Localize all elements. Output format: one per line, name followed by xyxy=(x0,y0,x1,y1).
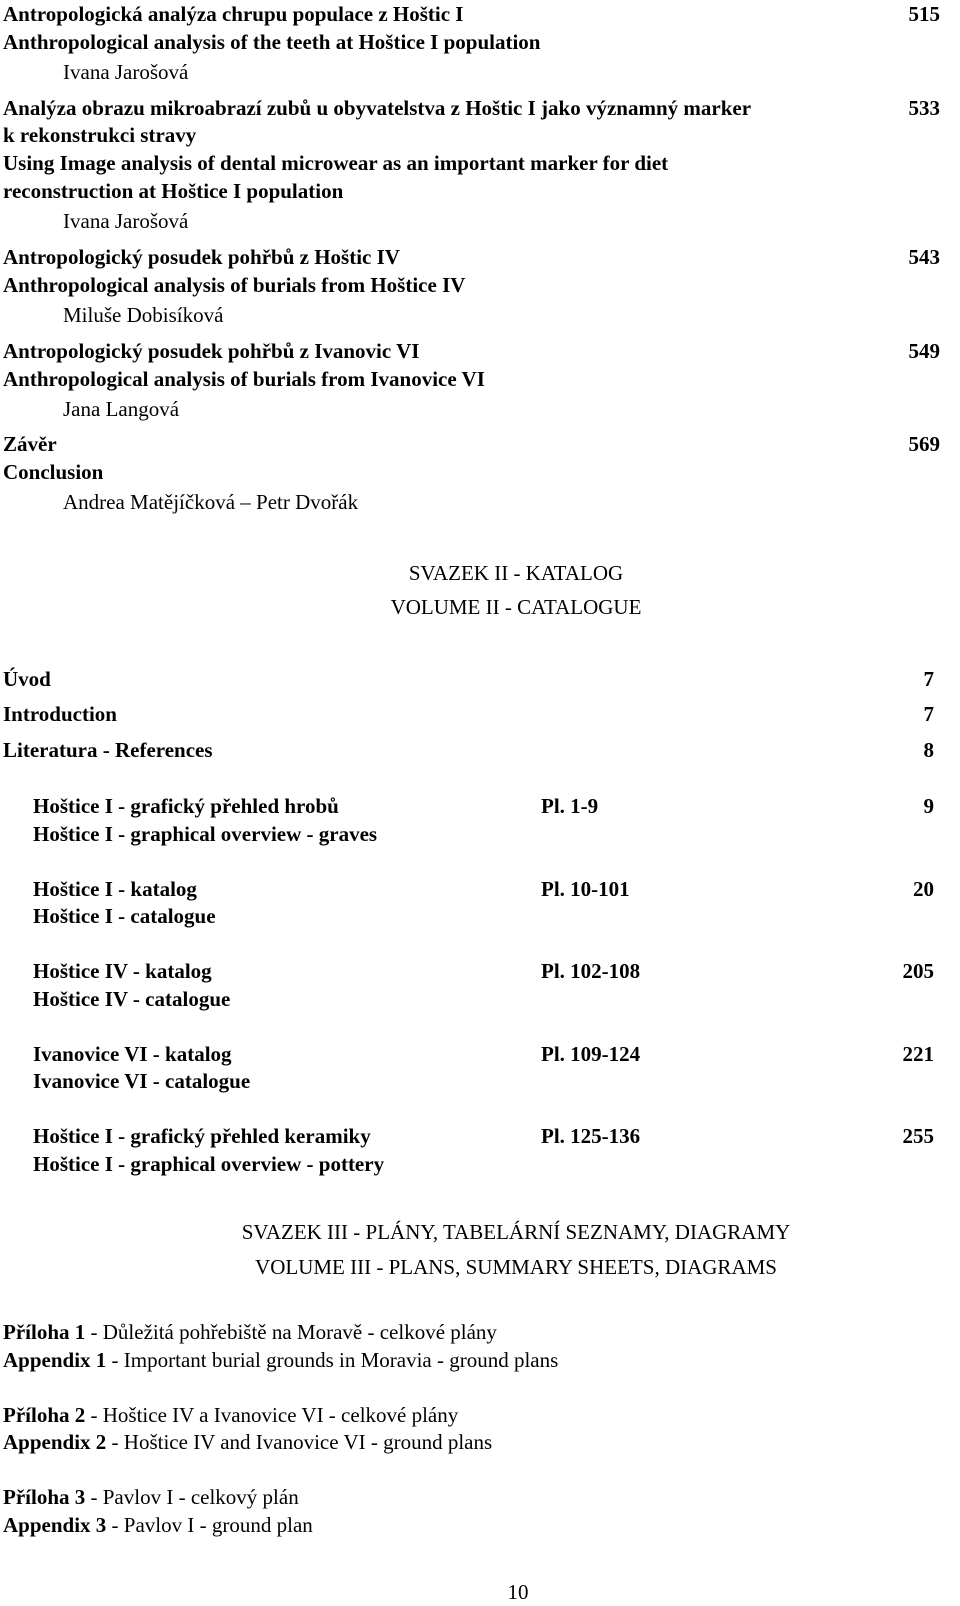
catalog-item-3-en: Hoštice IV - catalogue xyxy=(33,987,231,1011)
appendix-2-cz-text: - Hoštice IV a Ivanovice VI - celkové plány xyxy=(85,1403,459,1427)
intro-item-uvod: Úvod xyxy=(3,667,51,691)
appendix-2-cz-label: Příloha 2 xyxy=(3,1403,86,1427)
catalog-item-1-page: 9 xyxy=(923,794,934,818)
appendix-2-en-label: Appendix 2 xyxy=(3,1430,107,1454)
catalog-item-4-en: Ivanovice VI - catalogue xyxy=(33,1069,251,1093)
entry-5-title-en: Conclusion xyxy=(3,460,104,484)
appendix-1-cz-label: Příloha 1 xyxy=(3,1320,86,1344)
appendix-1-cz xyxy=(3,1319,497,1345)
entry-4-title-cz: Antropologický posudek pohřbů z Ivanovic VI xyxy=(3,339,420,363)
appendix-3-cz xyxy=(3,1484,299,1510)
appendix-2-en xyxy=(3,1429,492,1455)
entry-2-author: Ivana Jarošová xyxy=(63,209,189,233)
catalog-item-5-en: Hoštice I - graphical overview - pottery xyxy=(33,1152,385,1176)
catalog-item-4-cz: Ivanovice VI - katalog xyxy=(33,1042,232,1066)
entry-2-title-line4: reconstruction at Hoštice I population xyxy=(3,179,344,203)
entry-3-page: 543 xyxy=(908,245,940,269)
catalog-item-2-cz: Hoštice I - katalog xyxy=(33,877,197,901)
catalog-item-5-page: 255 xyxy=(902,1124,934,1148)
appendix-1-cz-text: - Důležitá pohřebiště na Moravě - celkové plány xyxy=(85,1320,497,1344)
appendix-2-cz xyxy=(3,1402,458,1428)
appendix-1-en-label: Appendix 1 xyxy=(3,1348,107,1372)
catalog-item-2-page: 20 xyxy=(913,877,934,901)
appendix-3-en xyxy=(3,1512,313,1538)
catalog-item-4-plates: Pl. 109-124 xyxy=(541,1042,641,1066)
entry-5-page: 569 xyxy=(908,432,940,456)
entry-1-page: 515 xyxy=(908,2,940,26)
catalog-item-3-plates: Pl. 102-108 xyxy=(541,959,641,983)
entry-2-title-line3: Using Image analysis of dental microwear as an important marker for diet xyxy=(3,151,669,175)
volume3-heading-cz: SVAZEK III - PLÁNY, TABELÁRNÍ SEZNAMY, DIAGRAMY xyxy=(241,1220,791,1244)
entry-1-title-en: Anthropological analysis of the teeth at Hoštice I population xyxy=(3,30,541,54)
catalog-item-2-plates: Pl. 10-101 xyxy=(541,877,630,901)
entry-2-title-line2: k rekonstrukci stravy xyxy=(3,123,197,147)
catalog-item-1-en: Hoštice I - graphical overview - graves xyxy=(33,822,378,846)
entry-4-author: Jana Langová xyxy=(63,397,180,421)
entry-1-title-cz: Antropologická analýza chrupu populace z Hoštic I xyxy=(3,2,464,26)
appendix-3-cz-label: Příloha 3 xyxy=(3,1485,86,1509)
catalog-item-4-page: 221 xyxy=(902,1042,934,1066)
intro-item-introduction: Introduction xyxy=(3,702,117,726)
appendix-3-cz-text: - Pavlov I - celkový plán xyxy=(85,1485,299,1509)
entry-3-title-en: Anthropological analysis of burials from Hoštice IV xyxy=(3,273,466,297)
catalog-item-5-plates: Pl. 125-136 xyxy=(541,1124,641,1148)
appendix-2-en-text: - Hoštice IV and Ivanovice VI - ground plans xyxy=(106,1430,493,1454)
catalog-item-2-en: Hoštice I - catalogue xyxy=(33,904,216,928)
entry-3-title-cz: Antropologický posudek pohřbů z Hoštic IV xyxy=(3,245,400,269)
entry-2-page: 533 xyxy=(908,96,940,120)
intro-item-introduction-page: 7 xyxy=(923,702,934,726)
entry-5-title-cz: Závěr xyxy=(3,432,57,456)
intro-item-references: Literatura - References xyxy=(3,738,213,762)
catalog-item-1-cz: Hoštice I - grafický přehled hrobů xyxy=(33,794,339,818)
volume2-heading-cz: SVAZEK II - KATALOG xyxy=(408,561,624,585)
volume2-heading-en: VOLUME II - CATALOGUE xyxy=(390,595,642,619)
appendix-3-en-text: - Pavlov I - ground plan xyxy=(106,1513,313,1537)
entry-1-author: Ivana Jarošová xyxy=(63,60,189,84)
entry-2-title-line1: Analýza obrazu mikroabrazí zubů u obyvatelstva z Hoštic I jako významný marker xyxy=(3,96,752,120)
entry-3-author: Miluše Dobisíková xyxy=(63,303,224,327)
appendix-1-en xyxy=(3,1347,558,1373)
volume3-heading-en: VOLUME III - PLANS, SUMMARY SHEETS, DIAGRAMS xyxy=(255,1255,777,1279)
page-number: 10 xyxy=(507,1580,529,1604)
entry-4-page: 549 xyxy=(908,339,940,363)
catalog-item-3-cz: Hoštice IV - katalog xyxy=(33,959,212,983)
entry-5-author: Andrea Matějíčková – Petr Dvořák xyxy=(63,490,359,514)
entry-4-title-en: Anthropological analysis of burials from Ivanovice VI xyxy=(3,367,485,391)
catalog-item-3-page: 205 xyxy=(902,959,934,983)
intro-item-references-page: 8 xyxy=(923,738,934,762)
catalog-item-1-plates: Pl. 1-9 xyxy=(541,794,599,818)
intro-item-uvod-page: 7 xyxy=(923,667,934,691)
appendix-1-en-text: - Important burial grounds in Moravia - ground plans xyxy=(106,1348,559,1372)
appendix-3-en-label: Appendix 3 xyxy=(3,1513,107,1537)
catalog-item-5-cz: Hoštice I - grafický přehled keramiky xyxy=(33,1124,371,1148)
